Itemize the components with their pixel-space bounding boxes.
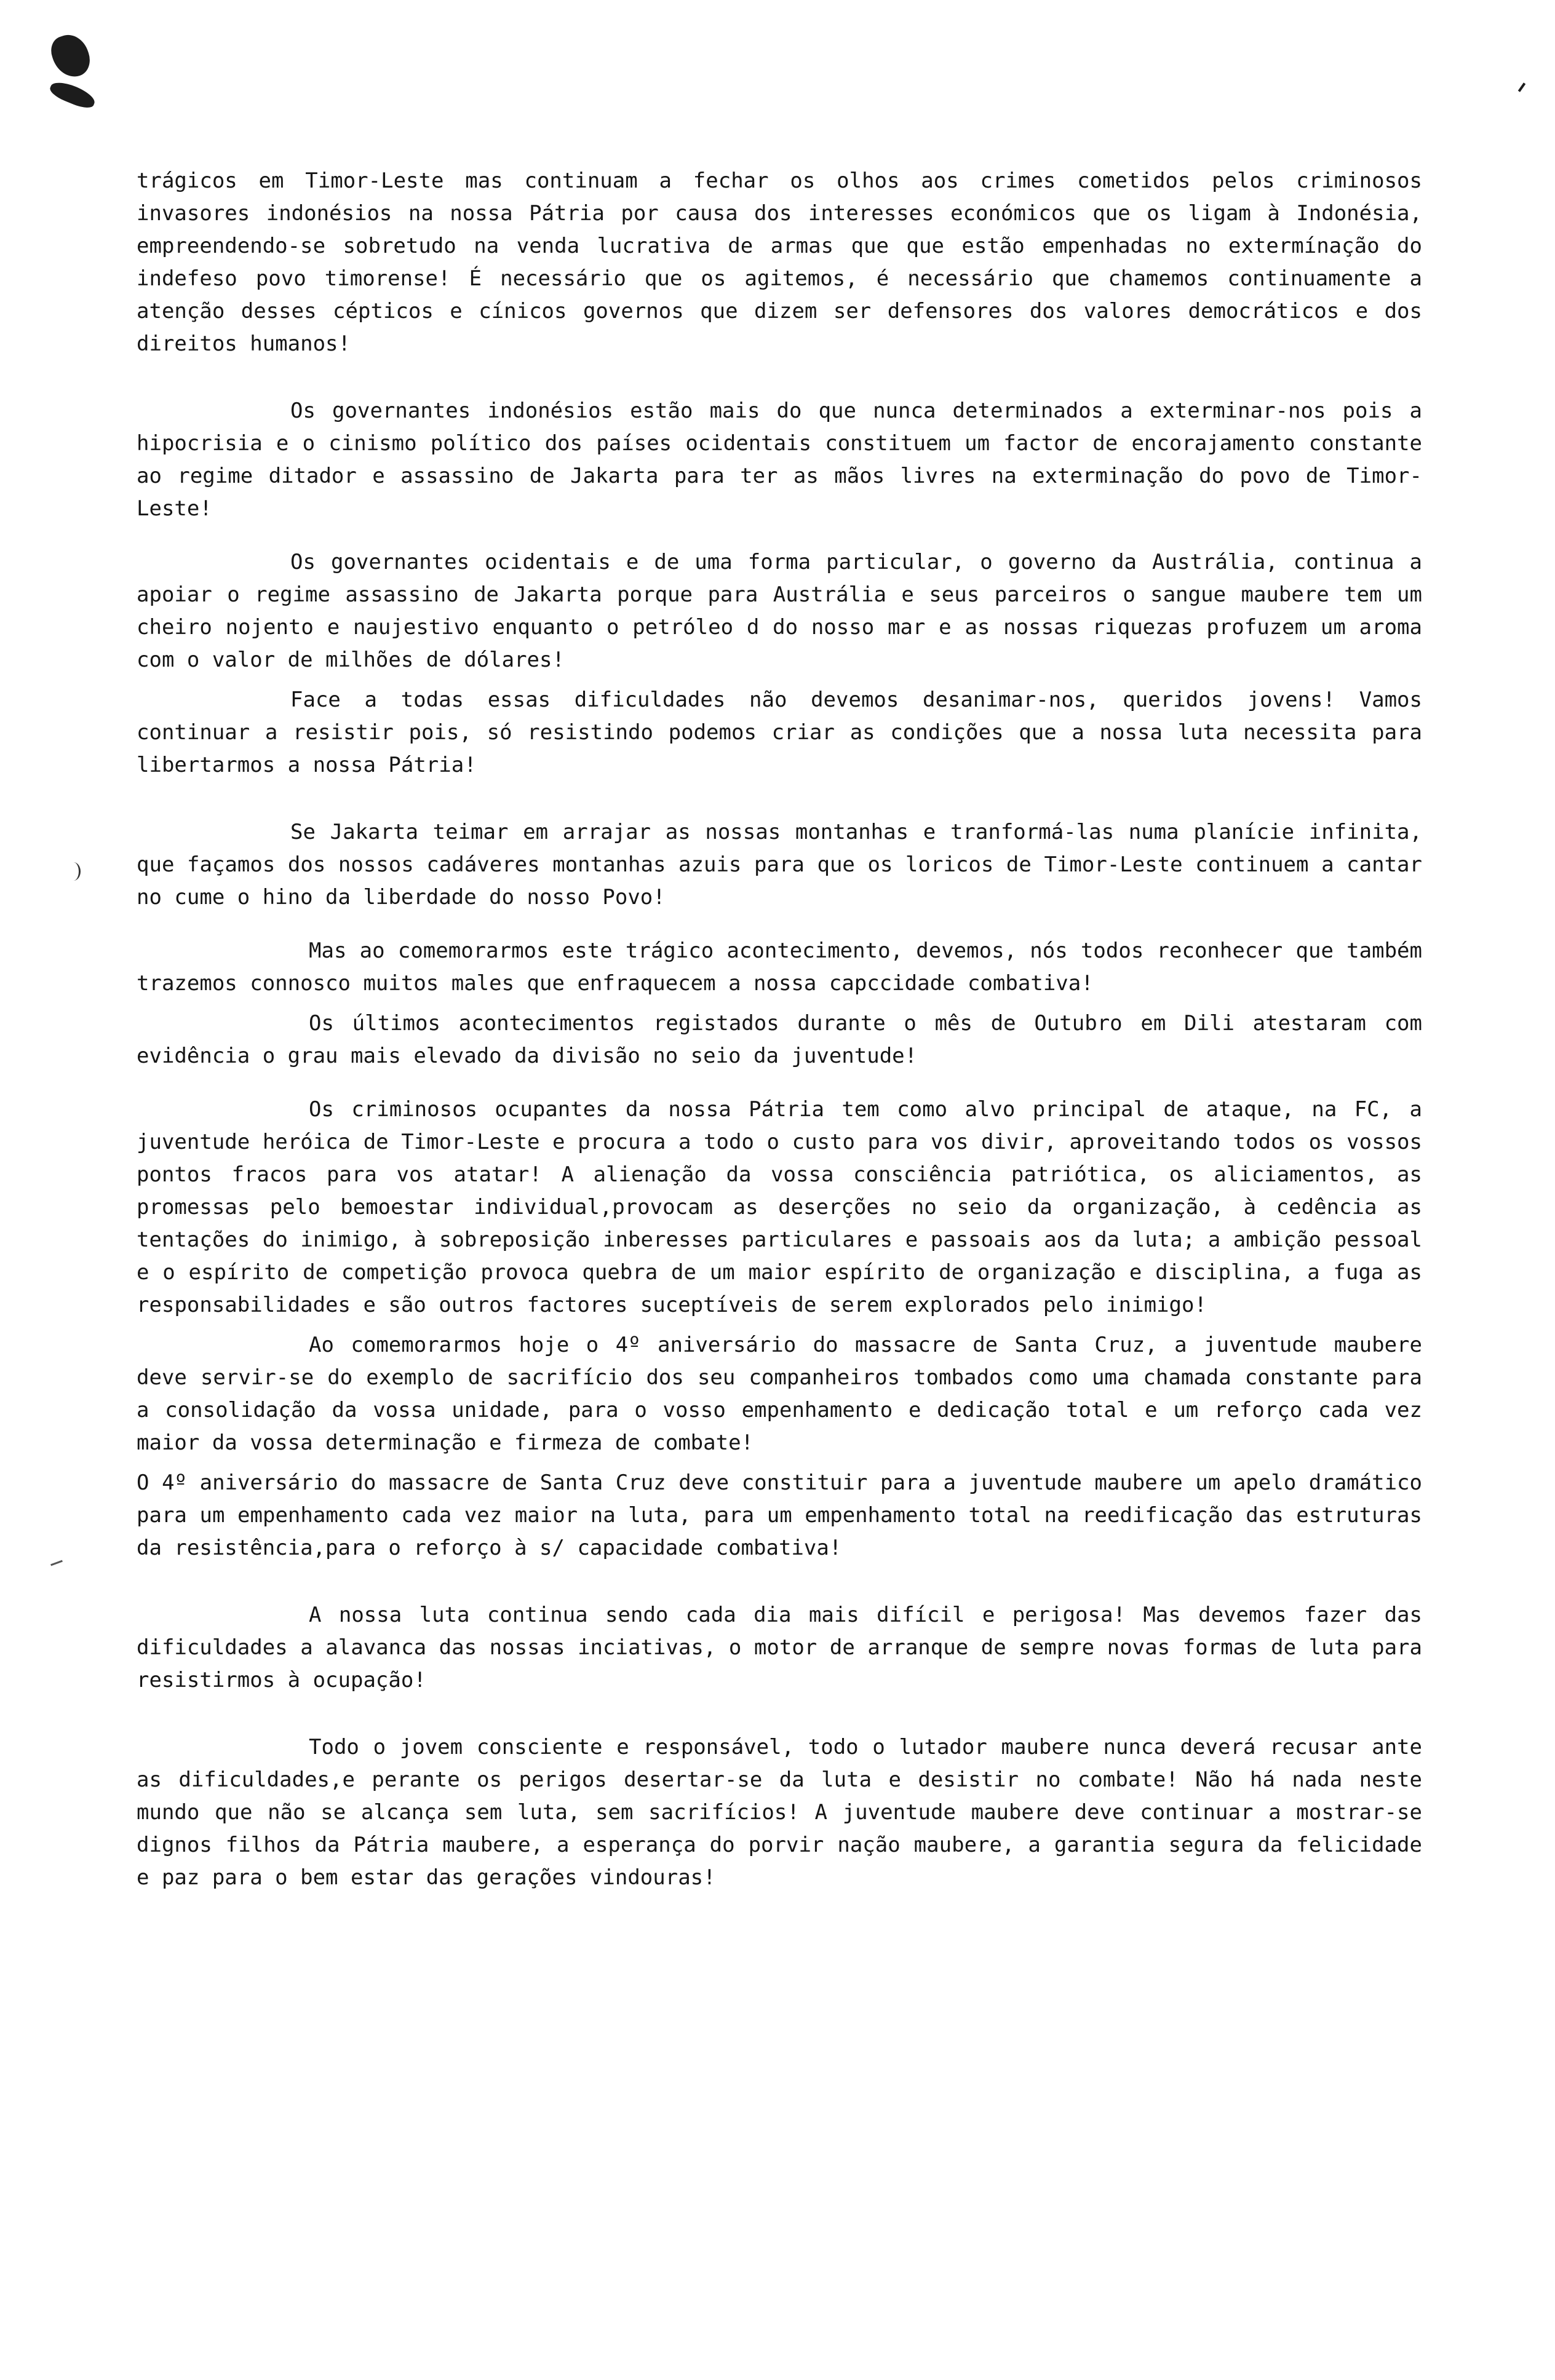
ink-smudge-mark: [48, 78, 98, 111]
paragraph-4: Face a todas essas dificuldades não devemos desanimar-nos, queridos jovens! Vamos continuar a resistir pois, só resistindo podemos criar as condições que a nossa luta necessita para libertarmos a nossa Pátria!: [137, 688, 1422, 777]
paragraph-3: Os governantes ocidentais e de uma forma particular, o governo da Austrália, continua a apoiar o regime assassino de Jakarta porque para Austrália e seus parceiros o sangue maubere tem um cheiro nojento e naujestivo enquanto o petróleo d do nosso mar e as nossas riquezas profuzem um aroma com o valor de milhões de dólares!: [137, 550, 1422, 672]
paragraph-10: O 4º aniversário do massacre de Santa Cruz deve constituir para a juventude maubere um apelo dramático para um empenhamento cada vez maior na luta, para um empenhamento total na reedificação das estruturas da resistência,para o reforço à s/ capacidade combativa!: [137, 1470, 1422, 1560]
paragraph-12: Todo o jovem consciente e responsável, todo o lutador maubere nunca deverá recusar ante as dificuldades,e perante os perigos desertar-se da luta e desistir no combate! Não há nada neste mundo que não se alcança sem luta, sem sacrifícios! A juventude maubere deve continuar a mostrar-se dignos filhos da Pátria maubere, a esperança do porvir nação maubere, a garantia segura da felicidade e paz para o bem estar das gerações vindouras!: [137, 1735, 1422, 1890]
paragraph-9: Ao comemorarmos hoje o 4º aniversário do massacre de Santa Cruz, a juventude maubere deve servir-se do exemplo de sacrifício dos seu companheiros tombados como uma chamada constante para a consolidação da vossa unidade, para o vosso empenhamento e dedicação total e um reforço cada vez maior da vossa determinação e firmeza de combate!: [137, 1333, 1422, 1455]
ink-blot-mark: [47, 30, 95, 82]
paragraph-1: trágicos em Timor-Leste mas continuam a fechar os olhos aos crimes cometidos pelos criminosos invasores indonésios na nossa Pátria por causa dos interesses económicos que os ligam à Indonésia, empreendendo-se sobretudo na venda lucrativa de armas que que estão empenhadas no extermínação do indefeso povo timorense! É necessário que os agitemos, é necessário que chamemos continuamente a atenção desses cépticos e cínicos governos que dizem ser defensores dos valores democráticos e dos direitos humanos!: [137, 169, 1422, 356]
paragraph-2: Os governantes indonésios estão mais do que nunca determinados a exterminar-nos pois a hipocrisia e o cinismo político dos países ocidentais constituem um factor de encorajamento constante ao regime ditador e assassino de Jakarta para ter as mãos livres na exterminação do povo de Timor-Leste!: [137, 399, 1422, 521]
corner-tick-mark: [1518, 82, 1525, 92]
paragraph-5: Se Jakarta teimar em arrajar as nossas montanhas e tranformá-las numa planície infinita, que façamos dos nossos cadáveres montanhas azuis para que os loricos de Timor-Leste continuem a cantar no cume o hino da liberdade do nosso Povo!: [137, 820, 1422, 910]
paragraph-11: A nossa luta continua sendo cada dia mais difícil e perigosa! Mas devemos fazer das dificuldades a alavanca das nossas inciativas, o motor de arranque de sempre novas formas de luta para resistirmos à ocupação!: [137, 1603, 1422, 1692]
paragraph-7: Os últimos acontecimentos registados durante o mês de Outubro em Dili atestaram com evidência o grau mais elevado da divisão no seio da juventude!: [137, 1011, 1422, 1068]
typewritten-text-body: [137, 165, 1422, 1894]
paragraph-6: Mas ao comemorarmos este trágico acontecimento, devemos, nós todos reconhecer que também trazemos connosco muitos males que enfraquecem a nossa capccidade combativa!: [137, 938, 1422, 996]
margin-dash-mark: [50, 1560, 63, 1566]
paragraph-8: Os criminosos ocupantes da nossa Pátria tem como alvo principal de ataque, na FC, a juventude heróica de Timor-Leste e procura a todo o custo para vos divir, aproveitando todos os vossos pontos fracos para vos atatar! A alienação da vossa consciência patriótica, os aliciamentos, as promessas pelo bemoestar individual,provocam as deserções no seio da organização, à cedência as tentações do inimigo, à sobreposição inberesses particulares e passoais aos da luta; a ambição pessoal e o espírito de competição provoca quebra de um maior espírito de organização e disciplina, a fuga as responsabilidades e são outros factores suceptíveis de serem explorados pelo inimigo!: [137, 1097, 1422, 1317]
margin-bracket-mark: [66, 862, 81, 881]
